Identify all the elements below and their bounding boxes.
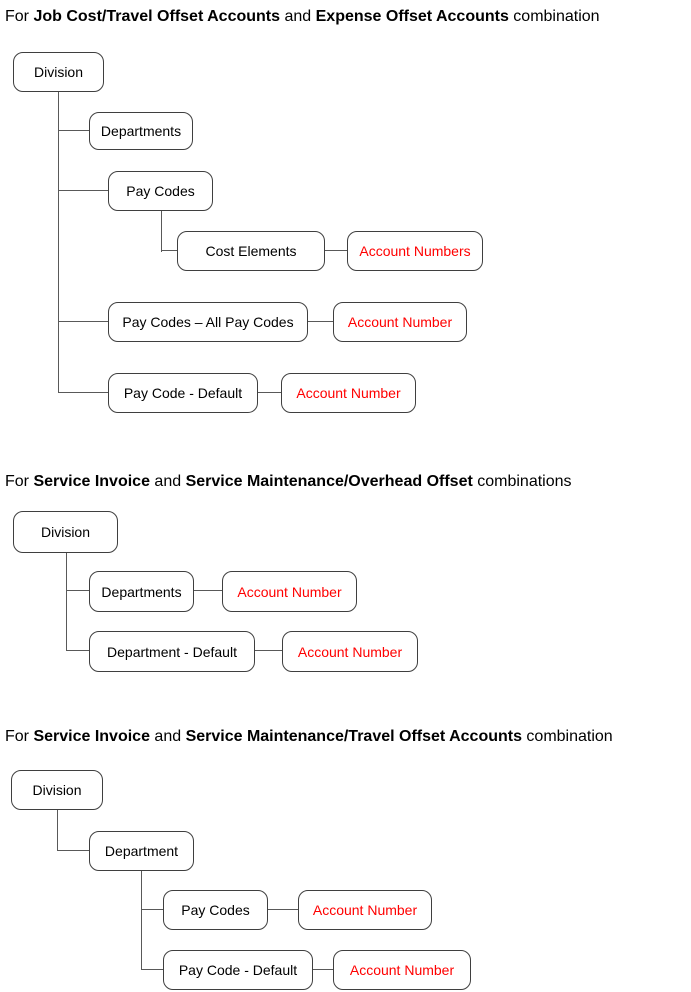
- connector-line: [325, 250, 347, 251]
- heading-text: For: [5, 8, 34, 25]
- connector-line: [258, 392, 281, 393]
- connector-line: [313, 969, 333, 970]
- connector-line: [161, 211, 162, 252]
- tree1-heading: [5, 7, 600, 27]
- tree1-node-division: Division: [13, 52, 104, 92]
- tree3-node-pay-codes: Pay Codes: [163, 890, 268, 930]
- tree1-node-pay-codes-all: Pay Codes – All Pay Codes: [108, 302, 308, 342]
- connector-line: [58, 130, 89, 131]
- heading-text: and: [149, 473, 186, 490]
- tree1-node-pay-codes: Pay Codes: [108, 171, 213, 211]
- heading-text: combination: [521, 728, 613, 745]
- connector-line: [66, 590, 89, 591]
- tree1-node-departments: Departments: [89, 112, 193, 150]
- connector-line: [66, 650, 89, 651]
- tree3-node-pay-code-default: Pay Code - Default: [163, 950, 313, 990]
- heading-text: For: [5, 728, 34, 745]
- tree1-node-account-number-all: Account Number: [333, 302, 467, 342]
- connector-line: [58, 190, 108, 191]
- tree1-node-pay-code-default: Pay Code - Default: [108, 373, 258, 413]
- connector-line: [66, 553, 67, 651]
- connector-line: [308, 321, 333, 322]
- connector-line: [141, 871, 142, 970]
- connector-line: [58, 321, 108, 322]
- connector-line: [141, 909, 163, 910]
- connector-line: [57, 850, 89, 851]
- heading-bold: Service Invoice: [33, 473, 150, 490]
- connector-line: [58, 92, 59, 393]
- heading-text: and: [149, 728, 186, 745]
- heading-bold: Expense Offset Accounts: [315, 8, 509, 25]
- tree2-node-departments: Departments: [89, 571, 194, 612]
- heading-text: combinations: [472, 473, 572, 490]
- tree3-node-account-number-default: Account Number: [333, 950, 471, 990]
- tree2-node-division: Division: [13, 511, 118, 553]
- tree2-node-department-default: Department - Default: [89, 631, 255, 672]
- heading-bold: Job Cost/Travel Offset Accounts: [33, 8, 281, 25]
- tree2-heading: [5, 472, 572, 492]
- connector-line: [57, 810, 58, 851]
- connector-line: [58, 392, 108, 393]
- connector-line: [194, 590, 222, 591]
- tree1-node-account-numbers: Account Numbers: [347, 231, 483, 271]
- connector-line: [161, 250, 177, 251]
- tree2-node-account-number-departments: Account Number: [222, 571, 357, 612]
- heading-text: combination: [508, 8, 600, 25]
- tree3-node-department: Department: [89, 831, 194, 871]
- tree3-heading: [5, 727, 613, 747]
- heading-bold: Service Maintenance/Travel Offset Accounts: [185, 728, 522, 745]
- connector-line: [268, 909, 298, 910]
- heading-bold: Service Invoice: [33, 728, 150, 745]
- heading-text: For: [5, 473, 34, 490]
- tree3-node-account-number-pay-codes: Account Number: [298, 890, 432, 930]
- tree1-node-cost-elements: Cost Elements: [177, 231, 325, 271]
- connector-line: [255, 650, 282, 651]
- tree1-node-account-number-default: Account Number: [281, 373, 416, 413]
- tree3-node-division: Division: [11, 770, 103, 810]
- tree2-node-account-number-default: Account Number: [282, 631, 418, 672]
- heading-bold: Service Maintenance/Overhead Offset: [185, 473, 473, 490]
- connector-line: [141, 969, 163, 970]
- heading-text: and: [280, 8, 316, 25]
